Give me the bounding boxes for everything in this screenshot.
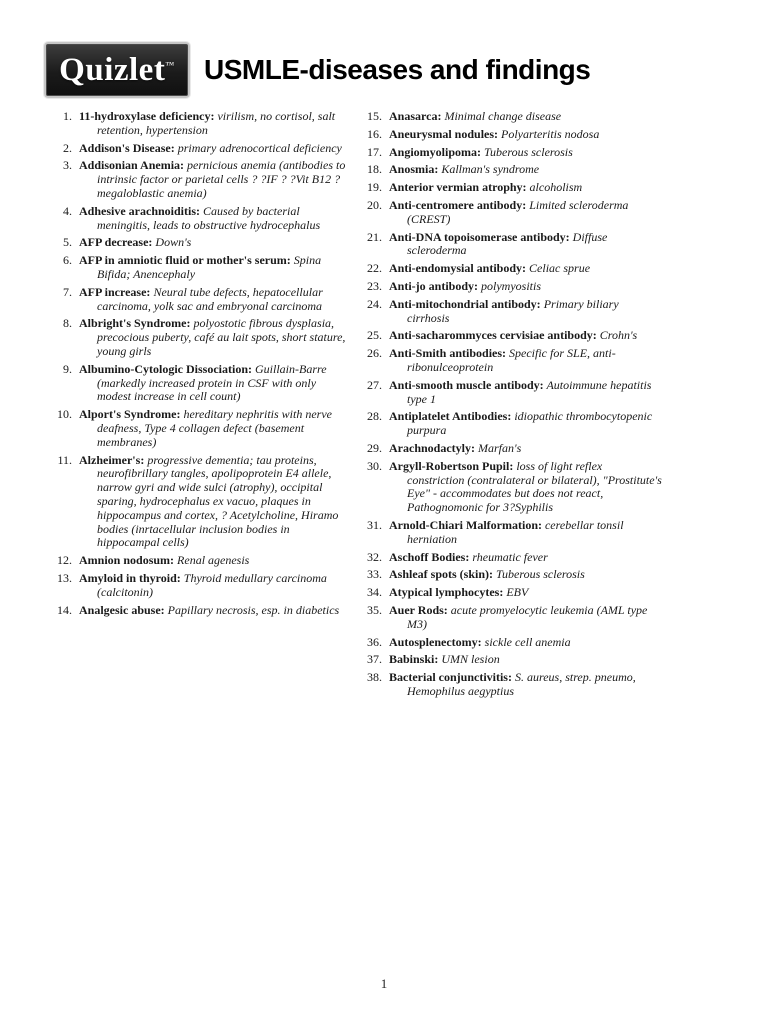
list-item <box>360 379 662 407</box>
page-footer <box>0 976 768 992</box>
list-item <box>360 181 662 195</box>
item-number: 24. <box>367 296 382 311</box>
item-text <box>389 199 662 227</box>
item-number: 7. <box>63 284 72 299</box>
list-item <box>50 142 352 156</box>
item-term: AFP decrease: <box>79 235 153 250</box>
item-number: 8. <box>63 316 72 331</box>
item-text <box>389 163 539 177</box>
item-term: Babinski: <box>389 652 439 667</box>
item-definition: Marfan's <box>475 440 522 455</box>
list-item <box>360 262 662 276</box>
item-definition: polymyositis <box>478 278 542 293</box>
item-text <box>79 317 352 358</box>
item-number: 32. <box>367 549 382 564</box>
item-number: 2. <box>63 140 72 155</box>
item-term: AFP in amniotic fluid or mother's serum: <box>79 253 291 268</box>
item-definition: Spina Bifida; Anencephaly <box>97 253 322 281</box>
item-number: 34. <box>367 585 382 600</box>
page-title: USMLE-diseases and findings <box>204 54 591 85</box>
item-text <box>389 298 662 326</box>
item-text <box>389 329 637 343</box>
item-text <box>389 231 662 259</box>
list-item <box>360 586 662 600</box>
list-item <box>50 454 352 551</box>
list-item <box>50 408 352 449</box>
item-text <box>79 454 352 551</box>
item-term: AFP increase: <box>79 284 151 299</box>
item-text <box>79 159 352 200</box>
item-text <box>389 379 662 407</box>
list-item <box>360 460 662 515</box>
list-item <box>360 636 662 650</box>
item-term: Atypical lymphocytes: <box>389 585 504 600</box>
item-term: 11-hydroxylase deficiency: <box>79 109 215 123</box>
item-definition: Down's <box>152 235 192 250</box>
item-text <box>389 410 662 438</box>
item-number: 11. <box>57 452 72 467</box>
item-definition: Tuberous sclerosis <box>481 144 573 159</box>
list-item <box>360 653 662 667</box>
item-definition: S. aureus, strep. pneumo, Hemophilus aegyptius <box>407 670 636 698</box>
list-item <box>360 671 662 699</box>
list-item <box>360 604 662 632</box>
item-number: 33. <box>367 567 382 582</box>
list-item <box>50 572 352 600</box>
item-number: 1. <box>63 109 72 123</box>
list-item <box>360 128 662 142</box>
item-text <box>79 254 352 282</box>
item-text <box>389 146 573 160</box>
item-text <box>79 363 352 404</box>
item-number: 13. <box>57 570 72 585</box>
list-item <box>50 110 352 138</box>
list-item <box>50 604 352 618</box>
item-text <box>389 460 662 515</box>
item-text <box>389 110 561 124</box>
item-definition: alcoholism <box>526 180 583 195</box>
list-item <box>360 551 662 565</box>
item-number: 21. <box>367 229 382 244</box>
item-term: Antiplatelet Antibodies: <box>389 409 512 424</box>
item-term: Bacterial conjunctivitis: <box>389 670 512 685</box>
item-text <box>389 181 582 195</box>
list-item <box>360 231 662 259</box>
item-definition: Minimal change disease <box>441 109 562 123</box>
item-term: Angiomyolipoma: <box>389 144 482 159</box>
item-term: Arnold-Chiari Malformation: <box>389 517 542 532</box>
item-term: Anti-mitochondrial antibody: <box>389 296 541 311</box>
item-text <box>389 586 528 600</box>
item-term: Analgesic abuse: <box>79 602 165 617</box>
item-number: 30. <box>367 458 382 473</box>
item-text <box>389 262 590 276</box>
item-text <box>389 568 585 582</box>
item-text <box>389 604 662 632</box>
item-term: Anti-centromere antibody: <box>389 197 527 212</box>
item-number: 16. <box>367 126 382 141</box>
item-number: 36. <box>367 634 382 649</box>
item-number: 29. <box>367 440 382 455</box>
item-definition: acute promyelocytic leukemia (AML type M3) <box>407 602 648 631</box>
list-item <box>360 442 662 456</box>
item-term: Anterior vermian atrophy: <box>389 180 527 195</box>
item-number: 9. <box>63 361 72 376</box>
item-definition: pernicious anemia (antibodies to intrinsic factor or parietal cells ? ?IF ? ?Vit B12 ? megaloblastic anemia) <box>97 158 346 200</box>
item-text <box>389 636 571 650</box>
list-item <box>360 329 662 343</box>
item-number: 20. <box>367 197 382 212</box>
item-term: Alport's Syndrome: <box>79 407 181 422</box>
item-number: 26. <box>367 346 382 361</box>
list-item <box>360 568 662 582</box>
item-term: Aschoff Bodies: <box>389 549 470 564</box>
item-text <box>389 347 662 375</box>
item-number: 17. <box>367 144 382 159</box>
item-number: 5. <box>63 235 72 250</box>
list-column-left <box>50 110 352 703</box>
item-number: 10. <box>57 407 72 422</box>
trademark-symbol: ™ <box>165 59 175 70</box>
item-definition: Crohn's <box>596 328 638 343</box>
item-definition: Autoimmune hepatitis type 1 <box>407 377 652 406</box>
list-item <box>360 280 662 294</box>
list-column-right <box>360 110 662 703</box>
item-number: 4. <box>63 203 72 218</box>
item-text <box>79 110 352 138</box>
list-item <box>50 236 352 250</box>
item-definition: Primary biliary cirrhosis <box>407 296 619 325</box>
item-text <box>389 653 500 667</box>
item-text <box>79 205 352 233</box>
item-term: Amyloid in thyroid: <box>79 570 181 585</box>
item-number: 19. <box>367 180 382 195</box>
item-text <box>79 554 249 568</box>
item-text <box>389 519 662 547</box>
document-header <box>44 42 738 98</box>
list-item <box>50 205 352 233</box>
quizlet-logo-text <box>59 51 175 88</box>
list-item <box>50 363 352 404</box>
item-term: Anti-sacharommyces cervisiae antibody: <box>389 328 597 343</box>
item-definition: Renal agenesis <box>174 553 250 568</box>
item-term: Anti-DNA topoisomerase antibody: <box>389 229 570 244</box>
item-definition: Neural tube defects, hepatocellular carcinoma, yolk sac and embryonal carcinoma <box>97 284 323 313</box>
list-item <box>360 199 662 227</box>
list-item <box>360 146 662 160</box>
item-term: Ashleaf spots (skin): <box>389 567 494 582</box>
list-item <box>360 110 662 124</box>
item-term: Auer Rods: <box>389 602 448 617</box>
item-number: 31. <box>367 517 382 532</box>
item-number: 6. <box>63 253 72 268</box>
item-definition: loss of light reflex constriction (contralateral or bilateral), "Prostitute's Eye" - accommodates but does not react, Pathognomonic for 3?Syphilis <box>407 458 662 515</box>
item-definition: primary adrenocortical deficiency <box>174 140 342 155</box>
list-item <box>360 163 662 177</box>
item-term: Argyll-Robertson Pupil: <box>389 458 514 473</box>
list-item <box>50 159 352 200</box>
item-definition: EBV <box>503 585 529 600</box>
item-term: Autosplenectomy: <box>389 634 482 649</box>
item-definition: Kallman's syndrome <box>438 162 540 177</box>
item-text <box>389 280 541 294</box>
item-text <box>79 408 352 449</box>
item-definition: Caused by bacterial meningitis, leads to obstructive hydrocephalus <box>97 203 321 232</box>
item-term: Albright's Syndrome: <box>79 316 191 331</box>
item-term: Anosmia: <box>389 162 439 177</box>
item-definition: Papillary necrosis, esp. in diabetics <box>164 602 340 617</box>
item-definition: sickle cell anemia <box>481 634 571 649</box>
item-definition: hereditary nephritis with nerve deafness, Type 4 collagen defect (basement membranes) <box>97 407 332 449</box>
item-definition: Polyarteritis nodosa <box>498 126 600 141</box>
item-text <box>79 604 339 618</box>
item-text <box>389 671 662 699</box>
item-definition: Guillain-Barre (markedly increased protein in CSF with only modest increase in cell count) <box>97 361 327 404</box>
item-number: 37. <box>367 652 382 667</box>
item-definition: idiopathic thrombocytopenic purpura <box>407 409 653 438</box>
item-definition: Specific for SLE, anti-ribonulceoprotein <box>407 346 616 374</box>
item-definition: Limited scleroderma (CREST) <box>407 197 629 226</box>
item-text <box>79 236 191 250</box>
item-number: 35. <box>367 602 382 617</box>
item-term: Alzheimer's: <box>79 452 145 467</box>
item-number: 23. <box>367 278 382 293</box>
item-term: Adhesive arachnoiditis: <box>79 203 201 218</box>
item-number: 22. <box>367 261 382 276</box>
list-item <box>360 298 662 326</box>
item-term: Anti-smooth muscle antibody: <box>389 377 544 392</box>
item-number: 27. <box>367 377 382 392</box>
page-number: 1 <box>380 976 388 991</box>
item-term: Addison's Disease: <box>79 140 175 155</box>
list-item <box>360 347 662 375</box>
quizlet-logo-wordmark: Quizlet <box>59 51 166 88</box>
list-item <box>360 410 662 438</box>
item-definition: rheumatic fever <box>469 549 548 564</box>
item-number: 12. <box>57 553 72 568</box>
item-number: 18. <box>367 162 382 177</box>
item-number: 28. <box>367 409 382 424</box>
item-definition: progressive dementia; tau proteins, neurofibrillary tangles, apolipoprotein E4 allele, narrow gyri and wide sulci (atrophy), occipital sparing, hydrocephalus ex vacuo, plaques in hippocampus and cortex, ? Acetylcholine, Hiramo bodies (inrtacellular inclusion bodies in hippocampal cells) <box>97 452 339 550</box>
item-term: Amnion nodosum: <box>79 553 175 568</box>
item-term: Addisonian Anemia: <box>79 158 185 173</box>
item-number: 14. <box>57 602 72 617</box>
list-item <box>50 254 352 282</box>
item-text <box>79 572 352 600</box>
item-definition: Thyroid medullary carcinoma (calcitonin) <box>97 570 327 599</box>
item-definition: Diffuse scleroderma <box>407 229 608 258</box>
item-number: 15. <box>367 109 382 123</box>
item-definition: polyostotic fibrous dysplasia, precocious puberty, café au lait spots, short stature, young girls <box>97 316 346 358</box>
item-term: Anasarca: <box>389 109 442 123</box>
item-text <box>389 128 599 142</box>
item-definition: Tuberous sclerosis <box>493 567 585 582</box>
item-term: Albumino-Cytologic Dissociation: <box>79 361 253 376</box>
list-item <box>360 519 662 547</box>
item-term: Anti-jo antibody: <box>389 278 479 293</box>
item-number: 3. <box>63 158 72 173</box>
item-number: 25. <box>367 328 382 343</box>
list-item <box>50 554 352 568</box>
item-definition: Celiac sprue <box>526 261 591 276</box>
item-text <box>79 286 352 314</box>
item-term: Aneurysmal nodules: <box>389 126 499 141</box>
item-term: Arachnodactyly: <box>389 440 475 455</box>
item-definition: virilism, no cortisol, salt retention, hypertension <box>97 109 336 137</box>
item-definition: UMN lesion <box>438 652 500 667</box>
list-item <box>50 286 352 314</box>
item-text <box>389 551 548 565</box>
item-term: Anti-Smith antibodies: <box>389 346 507 361</box>
item-term: Anti-endomysial antibody: <box>389 261 527 276</box>
item-text <box>79 142 342 156</box>
item-number: 38. <box>367 670 382 685</box>
terms-list <box>50 110 662 703</box>
item-text <box>389 442 521 456</box>
list-item <box>50 317 352 358</box>
item-definition: cerebellar tonsil herniation <box>407 517 624 546</box>
quizlet-logo <box>44 42 190 98</box>
